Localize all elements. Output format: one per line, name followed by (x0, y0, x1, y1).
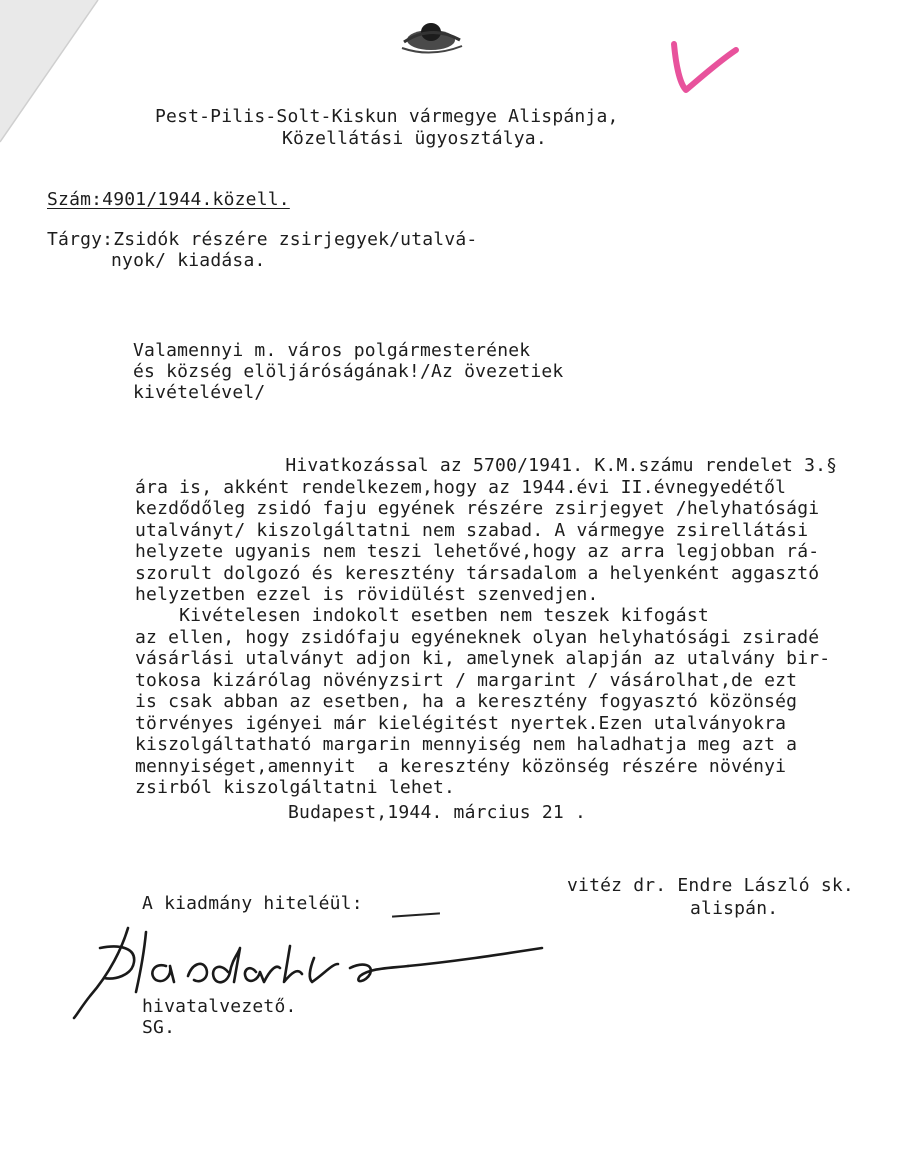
check-mark-icon (668, 36, 743, 98)
body-line: Kivételesen indokolt esetben nem teszek kifogást (135, 605, 709, 626)
body-line: az ellen, hogy zsidófaju egyéneknek olyan helyhatósági zsiradé (135, 627, 820, 648)
issuer-line: Pest-Pilis-Solt-Kiskun vármegye Alispánja, (155, 106, 619, 127)
body-line: kiszolgáltatható margarin mennyiség nem haladhatja meg azt a (135, 734, 798, 755)
body-line: utalványt/ kiszolgáltatni nem szabad. A vármegye zsirellátási (135, 520, 809, 541)
body-line: is csak abban az esetben, ha a keresztény fogyasztó közönség (135, 691, 798, 712)
body-line: ára is, akként rendelkezem,hogy az 1944.évi II.évnegyedétől (135, 477, 787, 498)
subject-line: Tárgy:Zsidók részére zsirjegyek/utalvá- (47, 229, 478, 250)
addressee-line: és község elöljáróságának!/Az övezetiek (133, 361, 564, 382)
reference-number: Szám:4901/1944.közell. (47, 189, 290, 210)
ink-stamp-icon (398, 18, 468, 58)
certifier-role: hivatalvezető. (142, 996, 297, 1017)
signatory-title: alispán. (690, 898, 779, 919)
body-line: Hivatkozással az 5700/1941. K.M.számu rendelet 3.§ (186, 455, 838, 476)
date-line: Budapest,1944. március 21 . (288, 802, 586, 823)
body-line: zsirból kiszolgáltatni lehet. (135, 777, 456, 798)
signature-rule (392, 912, 440, 917)
addressee-line: Valamennyi m. város polgármesterének (133, 340, 531, 361)
body-line: szorult dolgozó és keresztény társadalom a helyenként aggasztó (135, 563, 820, 584)
subject-line-continued: nyok/ kiadása. (111, 250, 266, 271)
body-line: vásárlási utalványt adjon ki, amelynek alapján az utalvány bir- (135, 648, 831, 669)
body-line: tokosa kizárólag növényzsirt / margarint / vásárolhat,de ezt (135, 670, 798, 691)
body-line: helyzetben ezzel is rövidülést szenvedjen. (135, 584, 599, 605)
addressee-line: kivételével/ (133, 382, 266, 403)
department-line: Közellátási ügyosztálya. (282, 128, 547, 149)
folded-corner (0, 0, 110, 150)
body-line: kezdődőleg zsidó faju egyének részére zsirjegyet /helyhatósági (135, 498, 820, 519)
body-line: törvényes igényei már kielégitést nyertek.Ezen utalványokra (135, 713, 787, 734)
signatory-name: vitéz dr. Endre László sk. (567, 875, 854, 896)
typist-initials: SG. (142, 1017, 176, 1038)
certification-label: A kiadmány hiteléül: (142, 893, 363, 914)
body-line: mennyiséget,amennyit a keresztény közönség részére növényi (135, 756, 787, 777)
body-line: helyzete ugyanis nem teszi lehetővé,hogy az arra legjobban rá- (135, 541, 820, 562)
